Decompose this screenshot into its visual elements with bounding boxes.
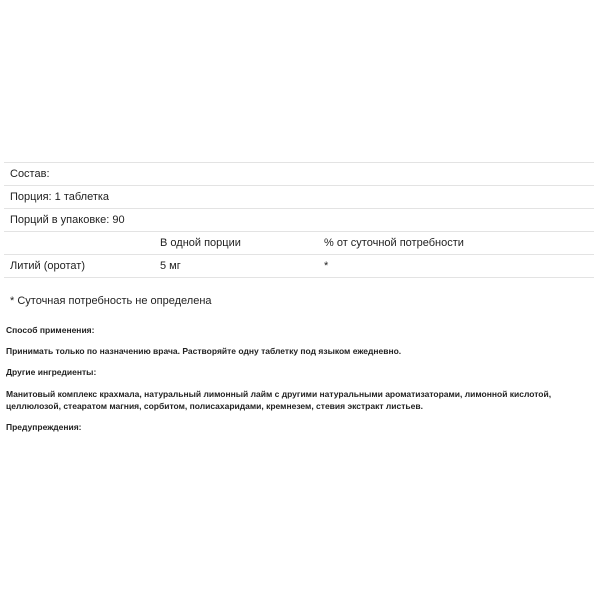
nutrient-amount: 5 мг [154,255,318,278]
servings-per-container: Порций в упаковке: 90 [4,209,594,232]
other-ingredients-heading: Другие ингредиенты: [6,367,97,377]
supplement-facts-table [4,162,594,278]
facts-header-row [4,232,594,255]
table-row [4,255,594,278]
servings-per-container-row [4,209,594,232]
serving-size: Порция: 1 таблетка [4,186,594,209]
header-empty-cell [4,232,154,255]
composition-label: Состав: [4,163,594,186]
daily-value-footnote: * Суточная потребность не определена [10,295,212,307]
nutrient-name: Литий (оротат) [4,255,154,278]
other-ingredients-text: Манитовый комплекс крахмала, натуральный лимонный лайм с другими натуральными ароматизаторами, лимонной кислотой, целлюлозой, стеаратом магния, сорбитом, полисахаридами, кремнезем, стевия экстракт листьев. [6,389,552,411]
header-amount-per-serving: В одной порции [154,232,318,255]
header-daily-value: % от суточной потребности [318,232,594,255]
usage-text: Принимать только по назначению врача. Растворяйте одну таблетку под языком ежедневно. [6,346,402,356]
nutrient-daily-value: * [318,255,594,278]
usage-heading: Способ применения: [6,325,95,335]
serving-size-row [4,186,594,209]
warnings-heading: Предупреждения: [6,422,82,432]
composition-row [4,163,594,186]
